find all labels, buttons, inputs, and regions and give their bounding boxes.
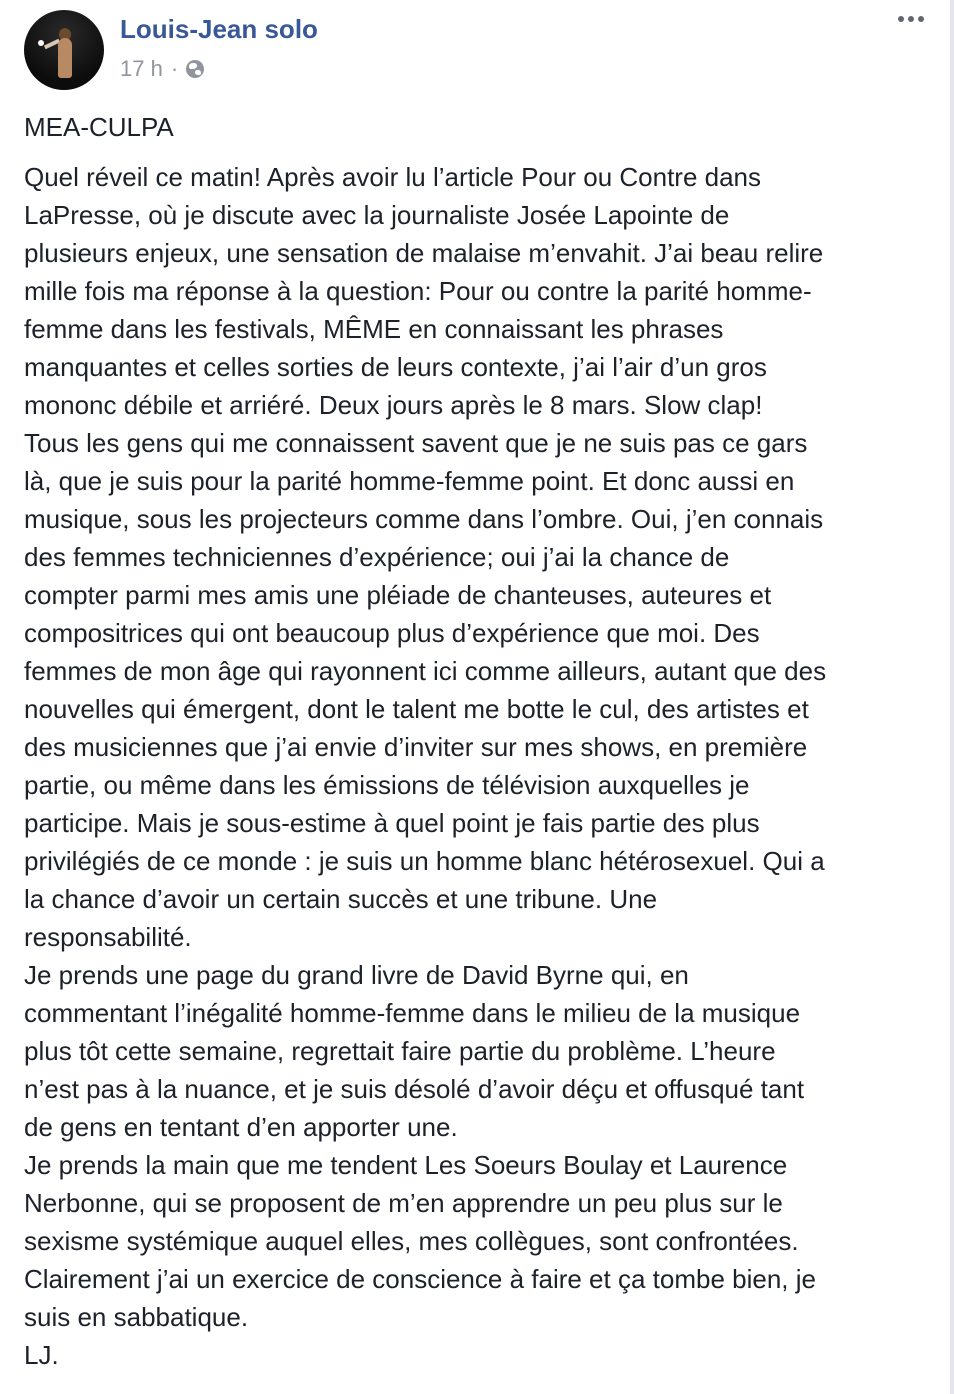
meta-separator: ·	[170, 56, 179, 81]
more-dot	[908, 16, 914, 22]
post-line: plus tôt cette semaine, regrettait faire partie du problème. L’heure	[24, 1036, 776, 1066]
post-line: participe. Mais je sous-estime à quel point je fais partie des plus	[24, 808, 760, 838]
post-line: des femmes techniciennes d’expérience; oui j’ai la chance de	[24, 542, 730, 572]
more-options-icon[interactable]	[898, 16, 924, 22]
post-line: sexisme systémique auquel elles, mes collègues, sont confrontées.	[24, 1226, 799, 1256]
author-avatar[interactable]	[24, 10, 104, 90]
post-line: nouvelles qui émergent, dont le talent me botte le cul, des artistes et	[24, 694, 809, 724]
post-line: plusieurs enjeux, une sensation de malaise m’envahit. J’ai beau relire	[24, 238, 824, 268]
more-dot	[918, 16, 924, 22]
post-line: musique, sous les projecteurs comme dans l’ombre. Oui, j’en connais	[24, 504, 824, 534]
post-line: commentant l’inégalité homme-femme dans le milieu de la musique	[24, 998, 801, 1028]
post-line: responsabilité.	[24, 922, 192, 952]
post-line: la chance d’avoir un certain succès et une tribune. Une	[24, 884, 658, 914]
post-meta	[120, 56, 204, 82]
post-line: Tous les gens qui me connaissent savent que je ne suis pas ce gars	[24, 428, 808, 458]
post-line: Je prends la main que me tendent Les Soeurs Boulay et Laurence	[24, 1150, 788, 1180]
post-line: de gens en tentant d’en apporter une.	[24, 1112, 458, 1142]
more-dot	[898, 16, 904, 22]
post-line: suis en sabbatique.	[24, 1302, 249, 1332]
post-timestamp[interactable]: 17 h	[120, 56, 163, 81]
post-signature: LJ.	[24, 1340, 59, 1370]
right-border	[950, 0, 954, 1394]
globe-icon[interactable]	[186, 60, 204, 78]
post-line: compter parmi mes amis une pléiade de chanteuses, auteures et	[24, 580, 772, 610]
post-line: Je prends une page du grand livre de David Byrne qui, en	[24, 960, 689, 990]
post-line: Nerbonne, qui se proposent de m’en apprendre un peu plus sur le	[24, 1188, 783, 1218]
post-line: partie, ou même dans les émissions de télévision auxquelles je	[24, 770, 750, 800]
post-line: mille fois ma réponse à la question: Pour ou contre la parité homme-	[24, 276, 812, 306]
post-line: privilégiés de ce monde : je suis un homme blanc hétérosexuel. Qui a	[24, 846, 825, 876]
post-line: manquantes et celles sorties de leurs contexte, j’ai l’air d’un gros	[24, 352, 767, 382]
post-title: MEA-CULPA	[24, 112, 174, 142]
post-line: Clairement j’ai un exercice de conscience à faire et ça tombe bien, je	[24, 1264, 816, 1294]
post-line: mononc débile et arriéré. Deux jours après le 8 mars. Slow clap!	[24, 390, 763, 420]
post-body	[24, 108, 924, 1374]
avatar-figure	[58, 38, 72, 78]
post-line: LaPresse, où je discute avec la journaliste Josée Lapointe de	[24, 200, 730, 230]
post-line: là, que je suis pour la parité homme-femme point. Et donc aussi en	[24, 466, 795, 496]
post-line: femme dans les festivals, MÊME en connaissant les phrases	[24, 314, 724, 344]
post-line: des musiciennes que j’ai envie d’inviter sur mes shows, en première	[24, 732, 808, 762]
post-line: compositrices qui ont beaucoup plus d’expérience que moi. Des	[24, 618, 760, 648]
author-name-link[interactable]: Louis-Jean solo	[120, 14, 318, 44]
post-line: n’est pas à la nuance, et je suis désolé d’avoir déçu et offusqué tant	[24, 1074, 805, 1104]
post-line: Quel réveil ce matin! Après avoir lu l’article Pour ou Contre dans	[24, 162, 762, 192]
post-line: femmes de mon âge qui rayonnent ici comme ailleurs, autant que des	[24, 656, 827, 686]
